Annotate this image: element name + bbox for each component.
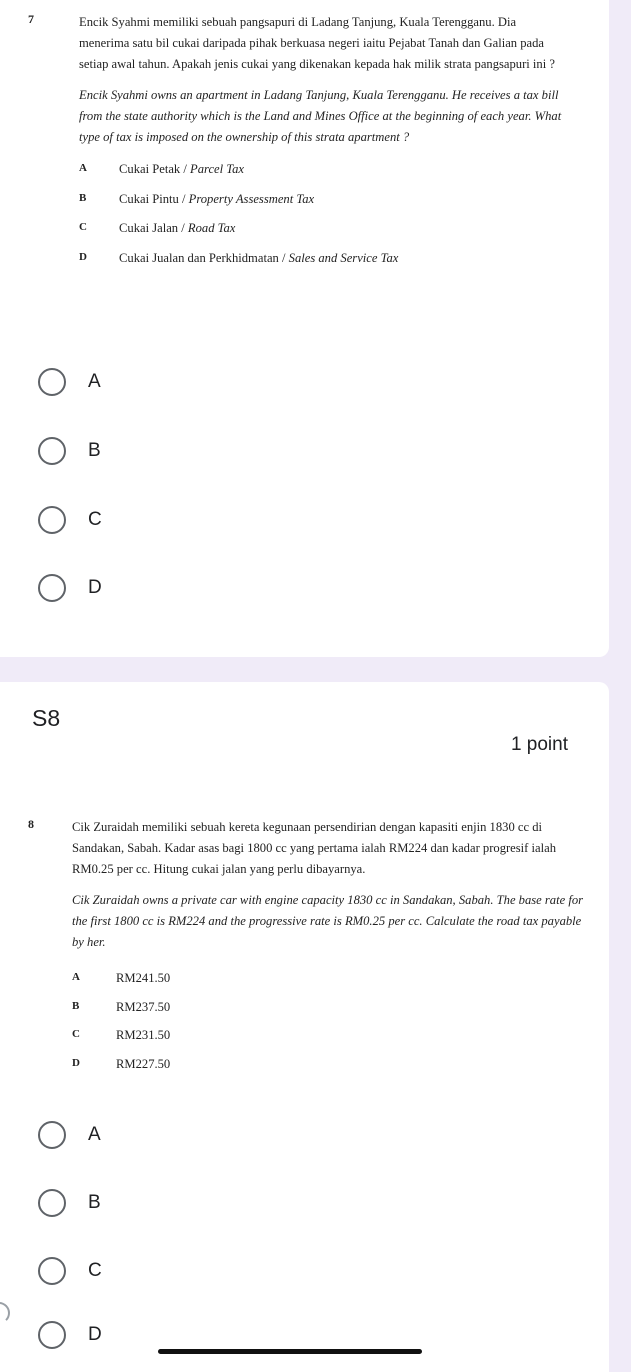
radio-button[interactable] <box>38 368 66 396</box>
option-row-d <box>72 1057 591 1086</box>
option-text: Cukai Pintu / Property Assessment Tax <box>119 191 315 206</box>
question-number: 8 <box>28 817 34 831</box>
option-letter: C <box>72 1028 80 1040</box>
option-letter: B <box>79 191 87 204</box>
option-letter: B <box>72 999 80 1012</box>
choice-label: B <box>88 1192 101 1213</box>
option-letter: A <box>79 162 87 174</box>
option-text: RM231.50 <box>116 1028 171 1042</box>
question-card-7 <box>0 0 609 657</box>
option-text: Cukai Petak / Parcel Tax <box>119 162 244 176</box>
option-text: RM241.50 <box>116 971 171 985</box>
points-label: 1 point <box>510 734 568 755</box>
option-row-c <box>72 1028 591 1057</box>
radio-choice-a[interactable] <box>38 1118 101 1152</box>
radio-button[interactable] <box>38 1121 66 1149</box>
radio-choice-c[interactable] <box>38 503 102 537</box>
choice-label: C <box>88 509 102 530</box>
radio-choice-d[interactable] <box>38 1318 102 1352</box>
home-indicator[interactable] <box>158 1349 422 1354</box>
radio-choice-b[interactable] <box>38 434 101 468</box>
question-image-7 <box>28 12 569 280</box>
radio-button[interactable] <box>38 506 66 534</box>
option-letter: D <box>72 1056 80 1069</box>
question-text-english: Encik Syahmi owns an apartment in Ladang Tanjung, Kuala Terengganu. He receives a tax bill from the state authority which is the Land and Mines Office at the beginning of each year. What type of tax is imposed on the ownership of this strata apartment ? <box>79 88 562 144</box>
option-row-c <box>79 221 569 251</box>
radio-button[interactable] <box>38 1321 66 1349</box>
option-text: RM237.50 <box>116 999 171 1014</box>
option-text: Cukai Jualan dan Perkhidmatan / Sales and Service Tax <box>119 250 399 265</box>
radio-choice-c[interactable] <box>38 1254 102 1288</box>
choice-label: A <box>88 1124 101 1145</box>
question-text-malay: Encik Syahmi memiliki sebuah pangsapuri di Ladang Tanjung, Kuala Terengganu. Dia menerima satu bil cukai daripada pihak berkuasa negeri iaitu Pejabat Tanah dan Galian pada setiap awal tahun. Apakah jenis cukai yang dikenakan kepada hak milik strata pangsapuri ini ? <box>79 15 555 71</box>
choice-label: A <box>88 371 101 392</box>
question-title: S8 <box>32 705 61 731</box>
answer-options-list <box>72 971 591 1085</box>
choice-label: C <box>88 1260 102 1281</box>
radio-button[interactable] <box>38 574 66 602</box>
option-letter: C <box>79 221 87 233</box>
question-number: 7 <box>28 12 34 26</box>
option-text: Cukai Jalan / Road Tax <box>119 221 236 235</box>
option-letter: A <box>72 971 80 983</box>
option-row-d <box>79 251 569 281</box>
option-row-a <box>79 162 569 192</box>
option-text: RM227.50 <box>116 1056 171 1071</box>
radio-choice-d[interactable] <box>38 571 102 605</box>
option-row-b <box>72 1000 591 1029</box>
radio-choice-a[interactable] <box>38 365 101 399</box>
option-letter: D <box>79 250 87 263</box>
option-row-a <box>72 971 591 1000</box>
choice-label: D <box>88 577 102 598</box>
choice-label: D <box>88 1324 102 1345</box>
answer-options-list <box>79 162 569 280</box>
question-text-malay: Cik Zuraidah memiliki sebuah kereta kegunaan persendirian dengan kapasiti enjin 1830 cc di Sandakan, Sabah. Kadar asas bagi 1800 cc yang pertama ialah RM224 dan kadar progresif ialah RM0.25 per cc. Hitung cukai jalan yang perlu dibayarnya. <box>72 820 556 876</box>
radio-button[interactable] <box>38 1257 66 1285</box>
question-image-8 <box>28 817 591 1085</box>
radio-button[interactable] <box>38 1189 66 1217</box>
question-text-english: Cik Zuraidah owns a private car with engine capacity 1830 cc in Sandakan, Sabah. The base rate for the first 1800 cc is RM224 and the progressive rate is RM0.25 per cc. Calculate the road tax payable by her. <box>72 893 584 949</box>
choice-label: B <box>88 440 101 461</box>
radio-choice-b[interactable] <box>38 1186 101 1220</box>
option-row-b <box>79 192 569 222</box>
radio-button[interactable] <box>38 437 66 465</box>
